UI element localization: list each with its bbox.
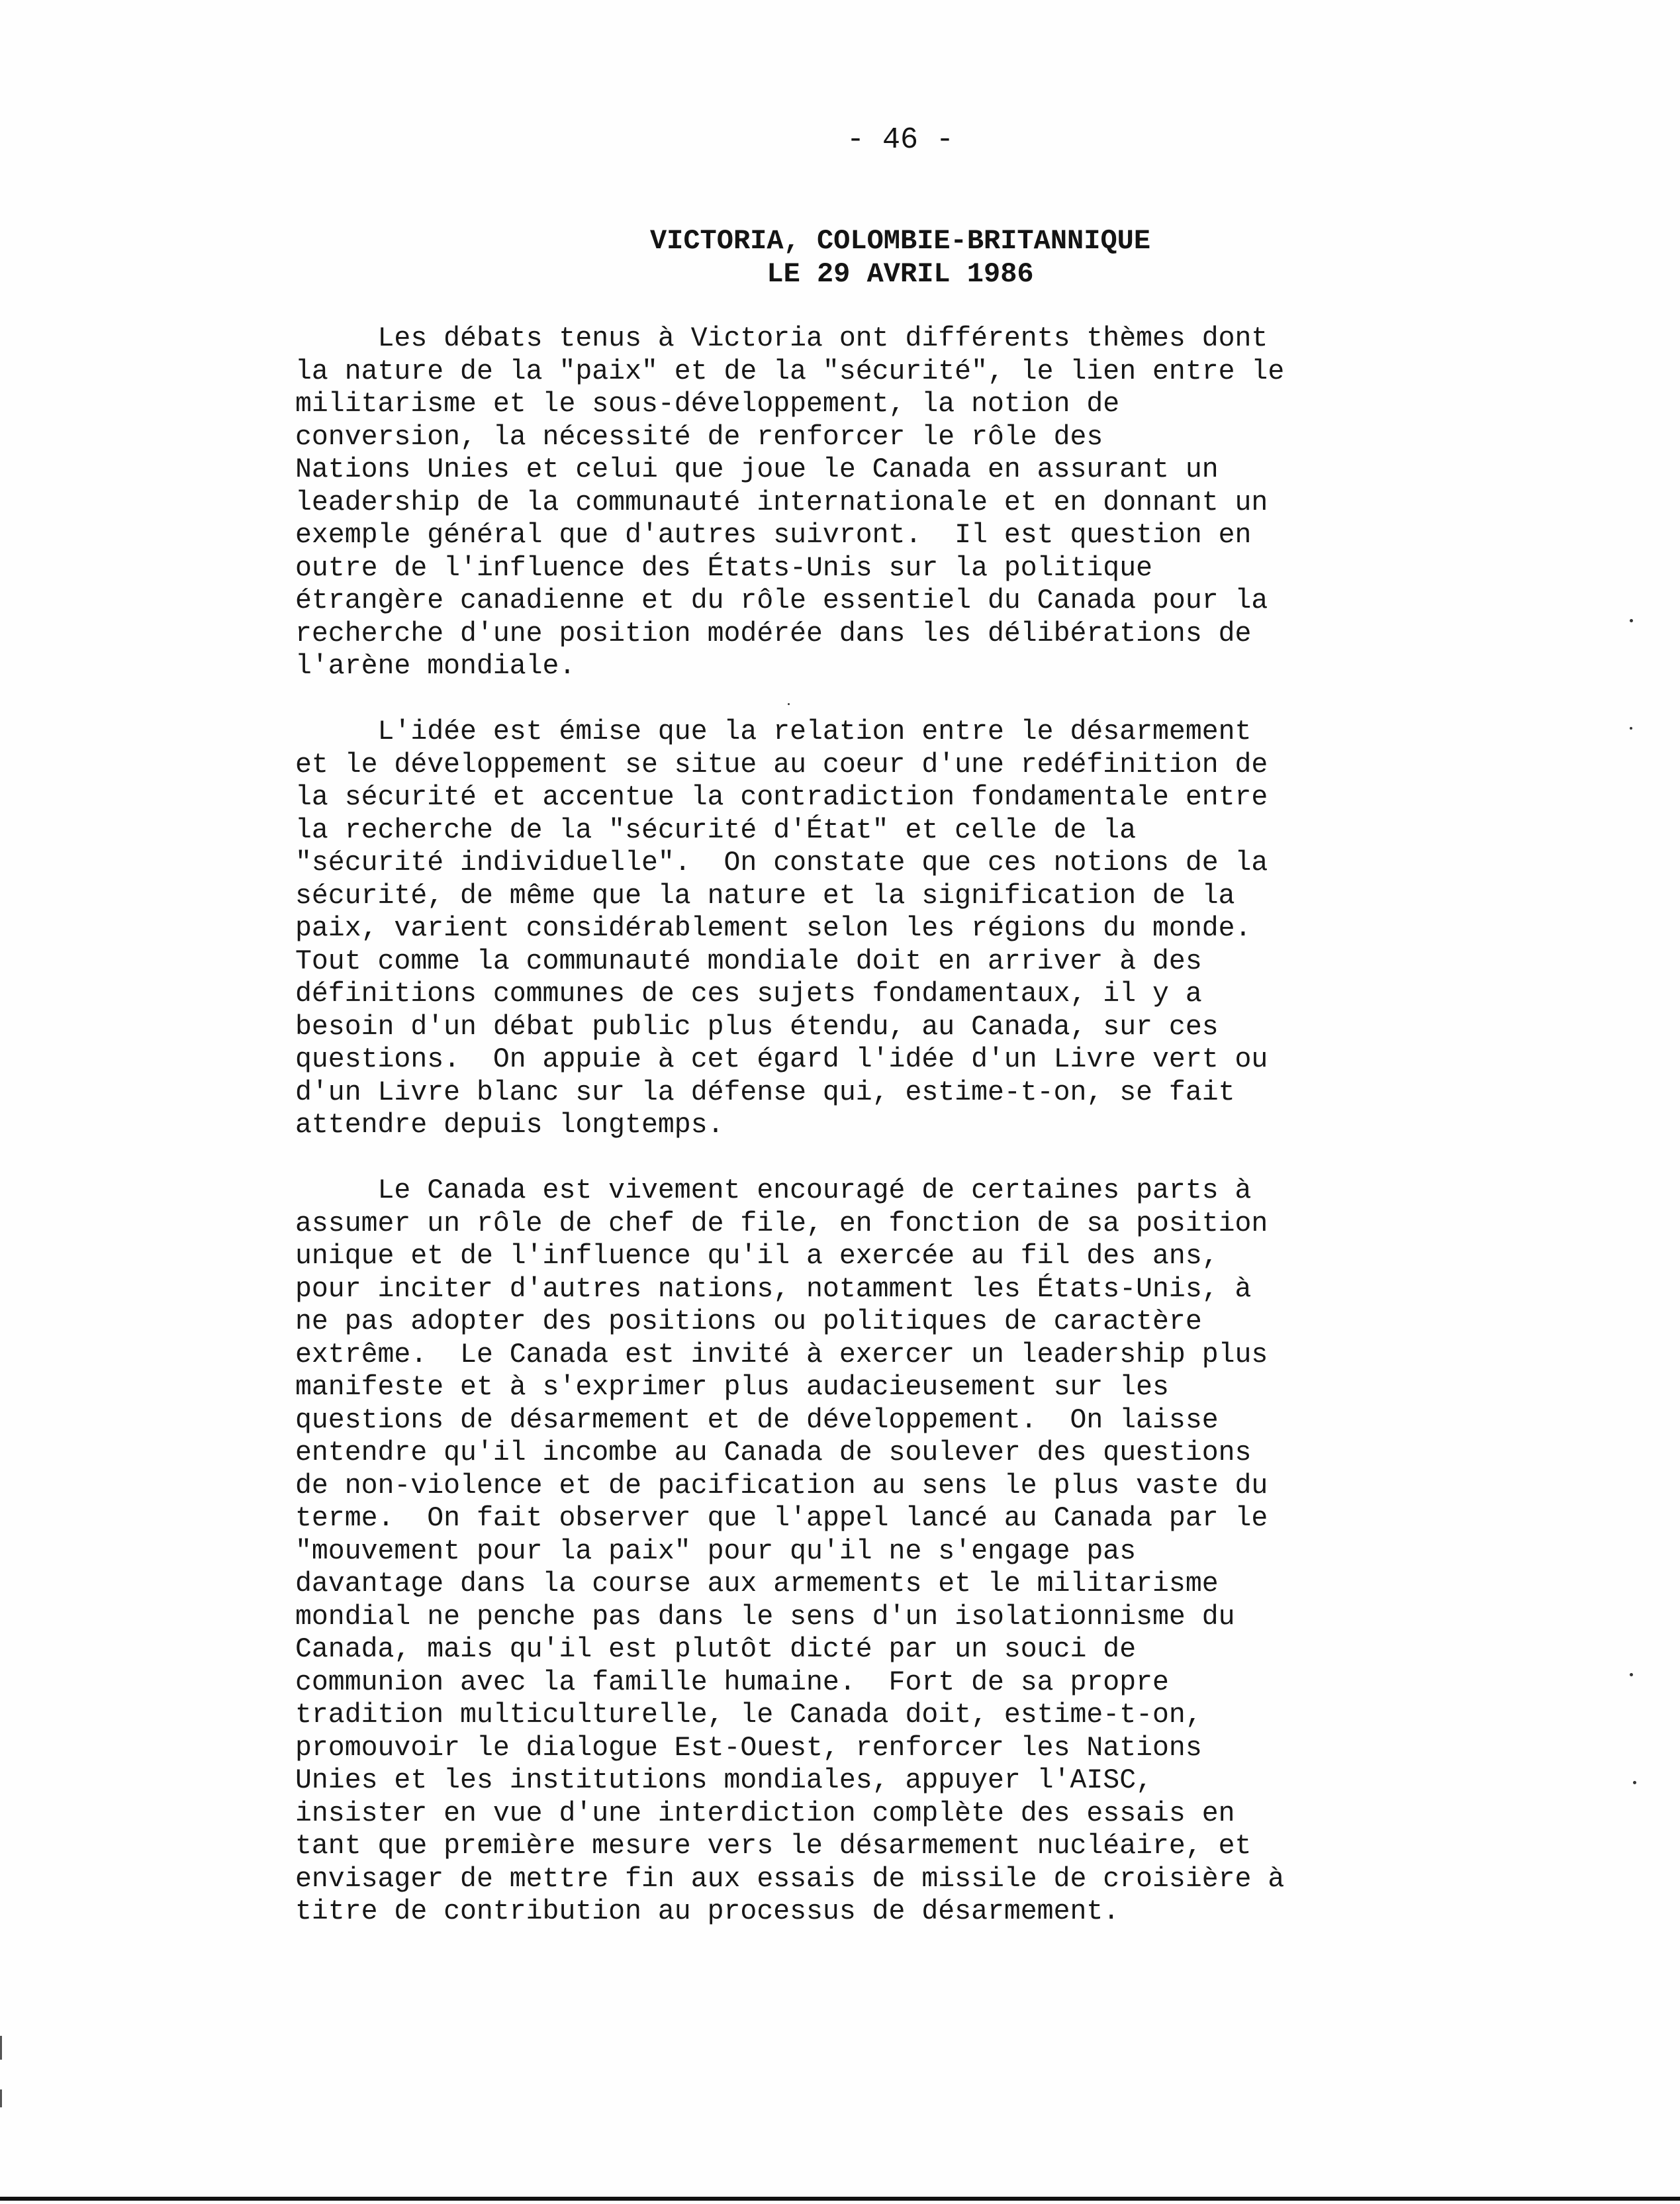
text-line: assumer un rôle de chef de file, en fonction de sa position	[295, 1208, 1268, 1239]
heading-location: VICTORIA, COLOMBIE-BRITANNIQUE	[649, 225, 1151, 257]
text-line: exemple général que d'autres suivront. Il est question en	[295, 520, 1252, 551]
text-line: entendre qu'il incombe au Canada de soulever des questions	[295, 1437, 1252, 1468]
text-line: la recherche de la "sécurité d'État" et celle de la	[295, 814, 1137, 846]
text-line: recherche d'une position modérée dans les délibérations de	[295, 618, 1252, 649]
text-line: tradition multiculturelle, le Canada doit, estime-t-on,	[295, 1700, 1202, 1731]
text-line: questions de désarmement et de développement. On laisse	[295, 1404, 1219, 1436]
text-line: "mouvement pour la paix" pour qu'il ne s'engage pas	[295, 1535, 1137, 1567]
text-line: paix, varient considérablement selon les régions du monde.	[295, 913, 1252, 944]
text-line: Les débats tenus à Victoria ont différents thèmes dont	[295, 323, 1268, 354]
text-line: terme. On fait observer que l'appel lancé au Canada par le	[295, 1503, 1268, 1534]
text-line: leadership de la communauté internationale et en donnant un	[295, 487, 1268, 518]
text-line: titre de contribution au processus de désarmement.	[295, 1896, 1120, 1927]
text-line: besoin d'un débat public plus étendu, au Canada, sur ces	[295, 1011, 1219, 1043]
scan-speck	[1633, 1781, 1636, 1784]
text-line: la sécurité et accentue la contradiction fondamentale entre	[295, 782, 1268, 813]
text-line: outre de l'influence des États-Unis sur la politique	[295, 552, 1153, 584]
text-line: extrême. Le Canada est invité à exercer un leadership plus	[295, 1339, 1268, 1370]
document-body	[295, 322, 1573, 1961]
text-line: unique et de l'influence qu'il a exercée au fil des ans,	[295, 1241, 1219, 1272]
scan-speck	[1630, 727, 1632, 730]
text-line: promouvoir le dialogue Est-Ouest, renforcer les Nations	[295, 1732, 1202, 1764]
text-line: tant que première mesure vers le désarmement nucléaire, et	[295, 1831, 1252, 1862]
text-line: définitions communes de ces sujets fondamentaux, il y a	[295, 979, 1202, 1010]
text-line: Le Canada est vivement encouragé de certaines parts à	[295, 1175, 1252, 1206]
text-line: manifeste et à s'exprimer plus audacieusement sur les	[295, 1372, 1169, 1403]
scan-speck	[1630, 1673, 1633, 1676]
text-line: étrangère canadienne et du rôle essentiel du Canada pour la	[295, 585, 1268, 616]
text-line: de non-violence et de pacification au sens le plus vaste du	[295, 1470, 1268, 1502]
text-line: Unies et les institutions mondiales, appuyer l'AISC,	[295, 1765, 1153, 1796]
paragraph	[295, 1174, 1573, 1929]
paragraph	[295, 322, 1573, 683]
text-line: "sécurité individuelle". On constate que ces notions de la	[295, 847, 1268, 879]
text-line: questions. On appuie à cet égard l'idée d'un Livre vert ou	[295, 1044, 1268, 1075]
text-line: L'idée est émise que la relation entre le désarmement	[295, 716, 1252, 747]
scan-bottom-edge	[0, 2197, 1680, 2201]
text-line: conversion, la nécessité de renforcer le rôle des	[295, 421, 1103, 453]
text-line: envisager de mettre fin aux essais de missile de croisière à	[295, 1863, 1285, 1895]
text-line: davantage dans la course aux armements et le militarisme	[295, 1568, 1219, 1600]
text-line: d'un Livre blanc sur la défense qui, estime-t-on, se fait	[295, 1077, 1235, 1108]
text-line: insister en vue d'une interdiction complète des essais en	[295, 1797, 1235, 1829]
text-line: mondial ne penche pas dans le sens d'un isolationnisme du	[295, 1601, 1235, 1633]
text-line: l'arène mondiale.	[295, 651, 576, 682]
scan-speck	[788, 703, 790, 705]
text-line: militarisme et le sous-développement, la notion de	[295, 389, 1120, 420]
scan-speck	[1630, 619, 1633, 622]
text-line: communion avec la famille humaine. Fort de sa propre	[295, 1666, 1169, 1698]
text-line: Tout comme la communauté mondiale doit en arriver à des	[295, 945, 1202, 977]
text-line: pour inciter d'autres nations, notamment les États-Unis, à	[295, 1273, 1252, 1305]
text-line: attendre depuis longtemps.	[295, 1110, 724, 1141]
heading-date: LE 29 AVRIL 1986	[767, 258, 1034, 290]
page-number: - 46 -	[846, 123, 955, 157]
text-line: Nations Unies et celui que joue le Canada en assurant un	[295, 454, 1219, 485]
text-line: la nature de la "paix" et de la "sécurité", le lien entre le	[295, 356, 1285, 387]
scan-edge	[0, 2036, 2, 2155]
text-line: Canada, mais qu'il est plutôt dicté par un souci de	[295, 1634, 1137, 1665]
text-line: sécurité, de même que la nature et la signification de la	[295, 880, 1235, 912]
paragraph	[295, 716, 1573, 1142]
text-line: et le développement se situe au coeur d'une redéfinition de	[295, 749, 1268, 781]
text-line: ne pas adopter des positions ou politiques de caractère	[295, 1306, 1202, 1337]
